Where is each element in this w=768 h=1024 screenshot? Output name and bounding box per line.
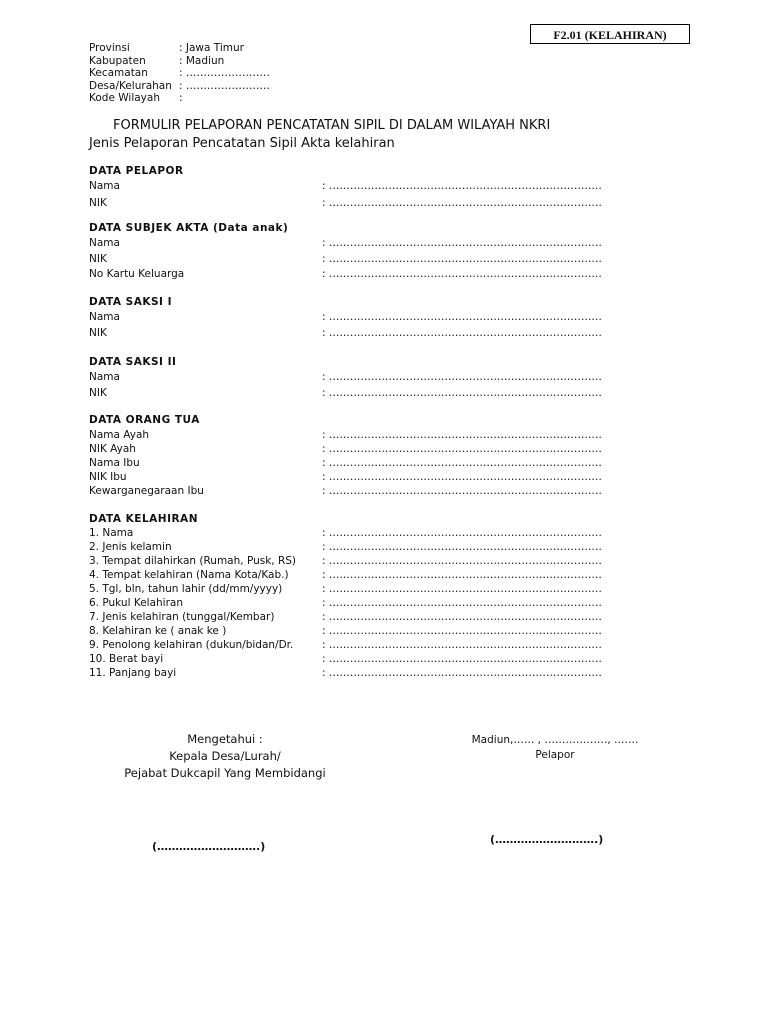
field-row bbox=[89, 583, 649, 597]
field-row bbox=[89, 555, 649, 569]
field-row bbox=[89, 653, 649, 667]
field-value: : …………………………………………………………………… bbox=[322, 387, 602, 399]
field-label: NIK bbox=[89, 197, 107, 209]
form-subtitle: Jenis Pelaporan Pencatatan Sipil Akta kelahiran bbox=[89, 136, 395, 151]
signature-right-name-line: (……………………….) bbox=[490, 833, 604, 846]
field-label: 10. Berat bayi bbox=[89, 653, 164, 665]
field-row bbox=[89, 197, 649, 211]
field-value: : …………………………………………………………………… bbox=[322, 541, 602, 553]
header-key: Provinsi bbox=[89, 42, 130, 54]
signature-left-line-1: Mengetahui : bbox=[187, 732, 263, 746]
signature-left-name-line: (……………………….) bbox=[152, 840, 266, 853]
section-title-pelapor: DATA PELAPOR bbox=[89, 165, 184, 177]
field-label: NIK bbox=[89, 253, 107, 265]
field-label: NIK Ibu bbox=[89, 471, 127, 483]
header-row-desa bbox=[89, 80, 270, 93]
field-row bbox=[89, 327, 649, 341]
field-label: 3. Tempat dilahirkan (Rumah, Pusk, RS) bbox=[89, 555, 297, 567]
form-title: FORMULIR PELAPORAN PENCATATAN SIPIL DI DALAM WILAYAH NKRI bbox=[113, 118, 551, 133]
field-row bbox=[89, 471, 649, 485]
field-value: : …………………………………………………………………… bbox=[322, 457, 602, 469]
field-value: : …………………………………………………………………… bbox=[322, 253, 602, 265]
header-value: : …………………… bbox=[179, 67, 270, 79]
header-value: : Jawa Timur bbox=[179, 42, 244, 54]
field-row bbox=[89, 429, 649, 443]
field-label: Nama bbox=[89, 237, 120, 249]
field-row bbox=[89, 667, 649, 681]
field-value: : …………………………………………………………………… bbox=[322, 327, 602, 339]
field-label: NIK bbox=[89, 387, 107, 399]
field-row bbox=[89, 569, 649, 583]
header-row-kabupaten bbox=[89, 55, 270, 68]
section-title-orang-tua: DATA ORANG TUA bbox=[89, 414, 200, 426]
field-row bbox=[89, 268, 649, 282]
field-label: Nama Ayah bbox=[89, 429, 150, 441]
form-code-box: F2.01 (KELAHIRAN) bbox=[530, 24, 690, 44]
field-label: NIK Ayah bbox=[89, 443, 136, 455]
field-value: : …………………………………………………………………… bbox=[322, 485, 602, 497]
header-key: Kode Wilayah bbox=[89, 92, 160, 104]
field-row bbox=[89, 527, 649, 541]
field-value: : …………………………………………………………………… bbox=[322, 653, 602, 665]
section-title-saksi-1: DATA SAKSI I bbox=[89, 296, 173, 308]
field-label: 9. Penolong kelahiran (dukun/bidan/Dr. bbox=[89, 639, 294, 651]
region-header bbox=[89, 42, 270, 105]
field-label: Nama bbox=[89, 371, 120, 383]
field-row bbox=[89, 180, 649, 194]
field-value: : …………………………………………………………………… bbox=[322, 639, 602, 651]
section-title-kelahiran: DATA KELAHIRAN bbox=[89, 513, 198, 525]
signature-right bbox=[440, 733, 670, 763]
field-label: 4. Tempat kelahiran (Nama Kota/Kab.) bbox=[89, 569, 289, 581]
field-label: 1. Nama bbox=[89, 527, 134, 539]
field-row bbox=[89, 611, 649, 625]
header-row-provinsi bbox=[89, 42, 270, 55]
field-label: 7. Jenis kelahiran (tunggal/Kembar) bbox=[89, 611, 275, 623]
field-label: 6. Pukul Kelahiran bbox=[89, 597, 183, 609]
field-value: : …………………………………………………………………… bbox=[322, 429, 602, 441]
field-value: : …………………………………………………………………… bbox=[322, 197, 602, 209]
header-key: Kecamatan bbox=[89, 67, 148, 79]
field-row bbox=[89, 253, 649, 267]
field-row bbox=[89, 443, 649, 457]
field-label: 2. Jenis kelamin bbox=[89, 541, 172, 553]
header-key: Desa/Kelurahan bbox=[89, 79, 172, 92]
field-label: Nama Ibu bbox=[89, 457, 140, 469]
field-row bbox=[89, 639, 649, 653]
signature-right-role: Pelapor bbox=[535, 749, 575, 761]
field-value: : …………………………………………………………………… bbox=[322, 625, 602, 637]
signature-left bbox=[110, 731, 340, 782]
field-row bbox=[89, 387, 649, 401]
field-row bbox=[89, 485, 649, 499]
field-value: : …………………………………………………………………… bbox=[322, 527, 602, 539]
field-value: : …………………………………………………………………… bbox=[322, 237, 602, 249]
field-value: : …………………………………………………………………… bbox=[322, 311, 602, 323]
field-label: NIK bbox=[89, 327, 107, 339]
signature-left-line-2: Kepala Desa/Lurah/ bbox=[169, 749, 281, 763]
field-row bbox=[89, 625, 649, 639]
header-row-kecamatan bbox=[89, 67, 270, 80]
field-value: : …………………………………………………………………… bbox=[322, 667, 602, 679]
header-value: : bbox=[179, 92, 183, 104]
field-value: : …………………………………………………………………… bbox=[322, 371, 602, 383]
field-label: 5. Tgl, bln, tahun lahir (dd/mm/yyyy) bbox=[89, 583, 283, 595]
field-row bbox=[89, 457, 649, 471]
field-label: Kewarganegaraan Ibu bbox=[89, 485, 204, 497]
field-row bbox=[89, 311, 649, 325]
field-label: Nama bbox=[89, 311, 120, 323]
field-label: No Kartu Keluarga bbox=[89, 268, 185, 280]
field-label: 11. Panjang bayi bbox=[89, 667, 177, 679]
field-row bbox=[89, 597, 649, 611]
field-row bbox=[89, 371, 649, 385]
field-value: : …………………………………………………………………… bbox=[322, 569, 602, 581]
field-value: : …………………………………………………………………… bbox=[322, 611, 602, 623]
field-value: : …………………………………………………………………… bbox=[322, 443, 602, 455]
field-value: : …………………………………………………………………… bbox=[322, 583, 602, 595]
section-title-saksi-2: DATA SAKSI II bbox=[89, 356, 177, 368]
field-value: : …………………………………………………………………… bbox=[322, 597, 602, 609]
field-value: : …………………………………………………………………… bbox=[322, 180, 602, 192]
section-title-subjek: DATA SUBJEK AKTA (Data anak) bbox=[89, 222, 289, 234]
signature-left-line-3: Pejabat Dukcapil Yang Membidangi bbox=[124, 766, 326, 780]
header-row-kode-wilayah bbox=[89, 92, 270, 105]
header-value: : …………………… bbox=[179, 79, 270, 92]
field-value: : …………………………………………………………………… bbox=[322, 471, 602, 483]
field-label: Nama bbox=[89, 180, 120, 192]
field-row bbox=[89, 237, 649, 251]
field-value: : …………………………………………………………………… bbox=[322, 268, 602, 280]
field-row bbox=[89, 541, 649, 555]
header-key: Kabupaten bbox=[89, 54, 146, 67]
field-label: 8. Kelahiran ke ( anak ke ) bbox=[89, 625, 227, 637]
header-value: : Madiun bbox=[179, 54, 225, 67]
field-value: : …………………………………………………………………… bbox=[322, 555, 602, 567]
signature-place-date: Madiun,…… , ………………, ……. bbox=[471, 734, 639, 746]
